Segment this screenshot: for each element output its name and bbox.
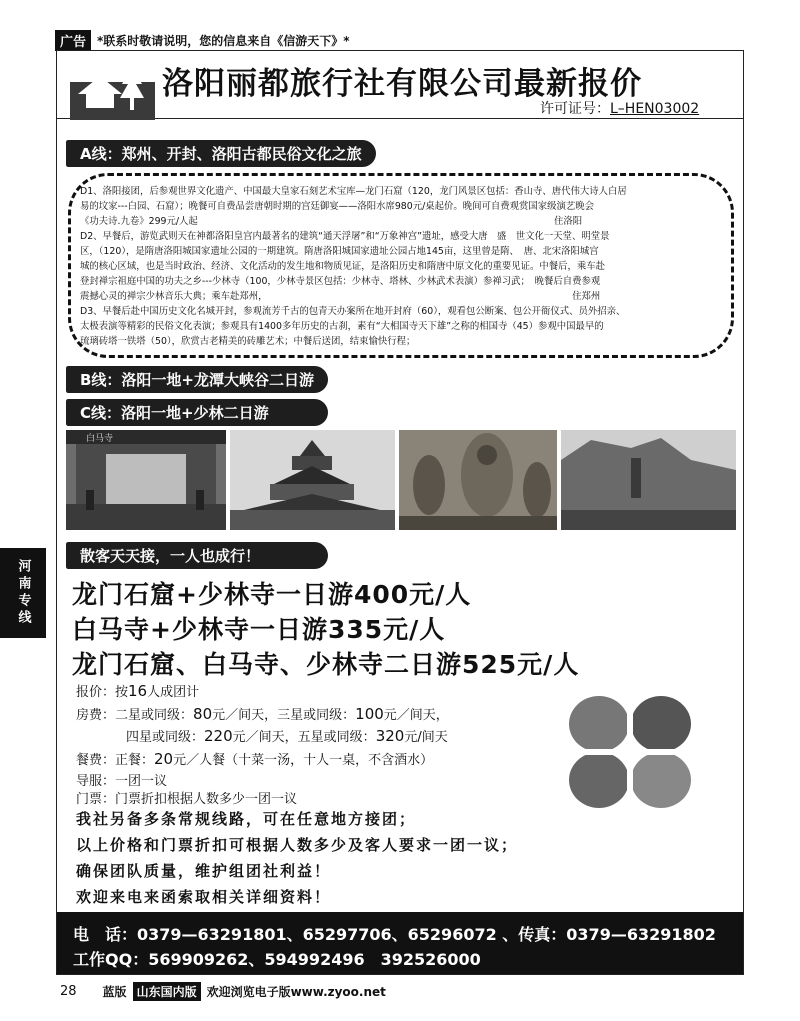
room-tier-price: 80	[193, 705, 213, 723]
ad-notice-text: *联系时敬请说明，您的信息来自《信游天下》*	[97, 34, 350, 48]
room-tier-unit: 元/间天	[404, 730, 448, 745]
offer-3: 龙门石窟、白马寺、少林寺二日游525元/人	[72, 650, 580, 679]
section-side-tab: 河南专线	[0, 548, 46, 638]
route-line: 易的坟家---白园、石窟）；晚餐可自费品尝唐朝时期的宫廷御宴——洛阳水席980元/桌起价。晚间可自费观赏国家级演艺晚会	[80, 201, 595, 212]
meal-detail: 元／人餐（十菜一汤，十人一桌，不含酒水）	[173, 753, 434, 768]
route-a-title: A线：郑州、开封、洛阳古都民俗文化之旅	[66, 140, 376, 167]
note-2: 以上价格和门票折扣可根据人数多少及客人要求一团一议；	[76, 836, 519, 854]
offer-1: 龙门石窟+少林寺一日游400元/人	[72, 580, 472, 609]
room-tier-label: 二星或同级：	[115, 708, 194, 723]
photo-longmen-grottoes	[399, 430, 557, 530]
ad-notice	[55, 30, 350, 51]
room-tier-unit: 元／间天，	[212, 708, 278, 723]
meal-price	[76, 749, 433, 768]
route-line: 城的核心区域，也是当时政治、经济、文化活动的发生地和物质见证，是洛阳历史和隋唐中原文化的重要见证。中餐后，乘车赴	[80, 261, 606, 272]
photo-caption: 白马寺	[86, 434, 114, 444]
route-line: 《功夫诗.九卷》299元/人起 住洛阳	[80, 216, 583, 227]
room-tier-label: 四星或同级：	[126, 730, 205, 745]
route-line: D3、早餐后赴中国历史文化名城开封，参观流芳千古的包青天办案所在地开封府（60），观看包公断案、包公开衙仪式、员外招亲、	[80, 306, 626, 317]
footer	[60, 982, 386, 1001]
route-line: D2、早餐后，游览武则天在神都洛阳皇宫内最著名的建筑“通天浮屠”和“万象神宫”遗址，感受大唐 盛 世文化一天堂、明堂景	[80, 231, 610, 242]
qq-line: 工作QQ：569909262、594992496 392526000	[73, 950, 481, 969]
route-line: 登封禅宗祖庭中国的功夫之乡---少林寺（100，少林寺景区包括：少林寺、塔林、少林武术表演）参禅习武； 晚餐后自费参观	[80, 276, 601, 287]
phone-fax-line: 电 话：0379—63291801、65297706、65296072 、传真：0379—63291802	[73, 925, 716, 944]
room-label: 房费：	[76, 708, 116, 723]
room-rates-row-1	[76, 704, 449, 723]
room-tier-label: 三星或同级：	[277, 708, 356, 723]
contact-panel	[57, 912, 743, 974]
route-b-title: B线：洛阳一地+龙潭大峡谷二日游	[66, 366, 328, 393]
meal-price-value: 20	[154, 750, 174, 768]
group-count: 16	[128, 682, 148, 700]
offer-2: 白马寺+少林寺一日游335元/人	[72, 615, 446, 644]
group-price	[76, 681, 199, 700]
company-logo	[70, 62, 155, 120]
group-suffix: 人成团计	[147, 685, 200, 700]
route-line: 区，（120），是隋唐洛阳城国家遗址公园的一期建筑。隋唐洛阳城国家遗址公园占地145亩，这里曾是隋、 唐、北宋洛阳城宫	[80, 246, 599, 257]
photo-mingtang	[230, 430, 395, 530]
section-label: 山东国内版	[133, 982, 201, 1001]
route-c-title: C线：洛阳一地+少林二日游	[66, 399, 328, 426]
photo-strip	[66, 430, 736, 530]
guide-fee: 导服：一团一议	[76, 774, 168, 789]
company-name: 洛阳丽都旅行社有限公司最新报价	[162, 66, 642, 102]
edition-label: 蓝版	[102, 985, 127, 999]
ticket-fee: 门票：门票折扣根据人数多少一团一议	[76, 792, 298, 807]
ad-tag: 广告	[55, 30, 91, 51]
license-number	[540, 98, 699, 118]
room-tier-price: 220	[204, 727, 233, 745]
room-tier-price: 320	[375, 727, 405, 745]
route-line: D1、洛阳接团，后参观世界文化遗产、中国最大皇家石刻艺术宝库—龙门石窟（120，龙门风景区包括：香山寺、唐代伟大诗人白居	[80, 186, 627, 197]
room-tier-unit: 元／间天，	[232, 730, 298, 745]
route-a-itinerary	[80, 184, 730, 349]
license-label: 许可证号：	[540, 101, 610, 117]
room-rates-row-2	[126, 726, 448, 745]
footer-text: 欢迎浏览电子版www.zyoo.net	[206, 985, 386, 999]
note-3: 确保团队质量，维护组团社利益！	[76, 862, 332, 880]
group-label: 报价：按	[76, 685, 129, 700]
room-tier-price: 100	[355, 705, 384, 723]
route-line: 震撼心灵的禅宗少林音乐大典；乘车赴郑州， 住郑州	[80, 291, 601, 302]
route-line: 太极表演等精彩的民俗文化表演；参观具有1400多年历史的古刹，素有“大相国寺天下雄”之称的相国寺（45）参观中国最早的	[80, 321, 604, 332]
slogan: 散客天天接，一人也成行！	[66, 542, 328, 569]
note-1: 我社另备多条常规线路，可在任意地方接团；	[76, 810, 417, 828]
route-line: 琉璃砖塔一铁塔（50），欣赏古老精美的砖雕艺术；中餐后送团，结束愉快行程；	[80, 336, 416, 347]
photo-temple-gate	[66, 430, 226, 530]
photo-cliff-carving	[561, 430, 736, 530]
page-number: 28	[60, 984, 77, 999]
license-value: L–HEN03002	[610, 101, 700, 117]
clover-photo-collage	[565, 692, 695, 812]
room-tier-label: 五星或同级：	[297, 730, 376, 745]
note-4: 欢迎来电来函索取相关详细资料！	[76, 888, 332, 906]
meal-label: 餐费：正餐：	[76, 753, 155, 768]
room-tier-unit: 元／间天，	[383, 708, 449, 723]
